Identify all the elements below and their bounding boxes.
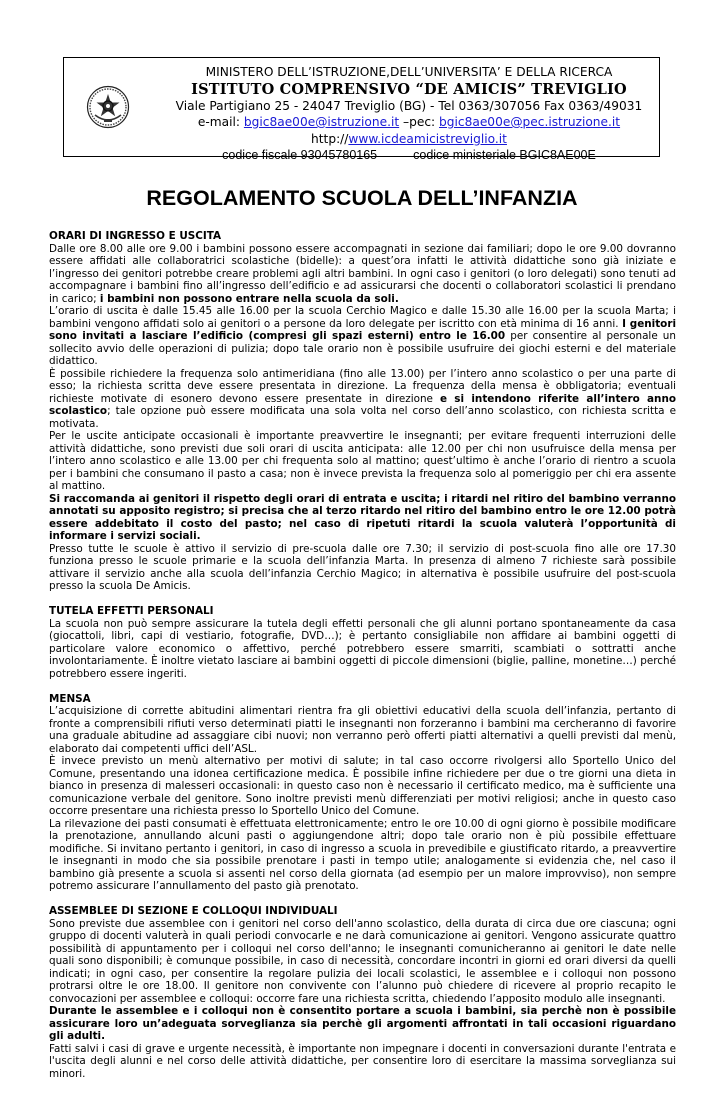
paragraph: Sono previste due assemblee con i genitori nel corso dell'anno scolastico, della durata di circa due ore ciascuna; ogni gruppo di docenti valuterà in quali periodi convocarle e ne darà comunicazione ai genitori. Vengono assicurate quattro possibilità di appuntamento per i colloqui nel corso dell'anno; le insegnanti comunicheranno ai genitori le date nelle quali sono disponibili; è comunque possibile, in caso di necessità, concordare incontri in giorni ed orari diversi da quelli indicati; in ogni caso, per consentire la regolare pulizia dei locali scolastici, le assemblee e i colloqui non possono protrarsi oltre le ore 18.00. Il genitore non convivente con l’alunno può chiedere di ricevere al proprio recapito le convocazioni per assemblee e colloqui: occorre fare una richiesta scritta, chiedendo l’apposito modulo alle insegnanti. [49,917,676,1005]
paragraph: Per le uscite anticipate occasionali è importante preavvertire le insegnanti; per evitare frequenti interruzioni delle attività didattiche, sono previsti due soli orari di uscita anticipata: alle 12.00 per chi non usufruisce della mensa per l’intero anno scolastico e alle 13.00 per chi frequenta solo al mattino; quest’ultimo è anche l’orario di rientro a scuola per i bambini che consumano il pasto a casa; non è invece prevista la frequenza solo al pomeriggio per chi era assente al mattino. [49,430,676,492]
section-heading: ORARI DI INGRESSO E USCITA [49,230,222,242]
email-line [160,114,658,131]
pec-link[interactable]: bgic8ae00e@pec.istruzione.it [439,115,621,129]
section-mensa [49,693,676,893]
paragraph-bold-text: I genitori sono invitati a lasciare l’edificio (compresi gli spazi esterni) entro le 16.00 [49,317,677,342]
paragraph: Presso tutte le scuole è attivo il servizio di pre-scuola dalle ore 7.30; il servizio di post-scuola fino alle ore 17.30 funziona presso le scuole primarie e la scuola dell’infanzia Marta. In presenza di almeno 7 richieste sarà possibile attivare il servizio anche alla scuola dell’infanzia Cerchio Magico; in alternativa è possibile usufruire del post-scuola presso la scuola De Amicis. [49,542,676,592]
section-orari [49,230,676,593]
paragraph-bold-text: i bambini non possono entrare nella scuola da soli. [99,292,399,305]
website-line [160,131,658,148]
paragraph-text: L’orario di uscita è dalle 15.45 alle 16.00 per la scuola Cerchio Magico e dalle 15.30 alle 16.00 per la scuola Marta; i bambini vengono affidati solo ai genitori o a persone da loro delegate per iscritto con età minima di 16 anni. [49,305,676,330]
italian-republic-emblem [86,85,130,129]
section-assemblee [49,905,676,1080]
codes-line [160,147,658,163]
paragraph [49,368,676,431]
section-heading: TUTELA EFFETTI PERSONALI [49,605,214,617]
email-link[interactable]: bgic8ae00e@istruzione.it [243,115,400,129]
paragraph [49,243,676,306]
paragraph-text: È possibile richiedere la frequenza solo antimeridiana (fino alle 13.00) per l’intero anno scolastico o per una parte di esso; la richiesta scritta deve essere presentata in direzione. La frequenza della mensa è obbligatoria; eventuali richieste motivate di esonero devono essere presentate in direzione [49,367,676,405]
pec-label: –pec: [399,115,440,129]
letterhead [63,57,660,162]
paragraph-bold-text: Durante le assemblee e i colloqui non è consentito portare a scuola i bambini, sia perchè non è possibile assicurare loro un’adeguata sorveglianza sia perchè gli argomenti affrontati in tali occasioni riguardano gli adulti. [49,1005,676,1042]
document-title: REGOLAMENTO SCUOLA DELL’INFANZIA [146,186,578,210]
ministry-code: codice ministeriale BGIC8AE00E [413,148,596,162]
email-label: e-mail: [197,115,244,129]
section-tutela [49,605,676,680]
letterhead-text [160,64,658,163]
paragraph-bold-text: Si raccomanda ai genitori il rispetto degli orari di entrata e uscita; i ritardi nel ritiro del bambino verranno annotati su apposito registro; si precisa che al terzo ritardo nel ritiro del bambino entro le ore 12.00 potrà essere addebitato il costo del pasto; nel caso di ripetuti ritardi la scuola valuterà l’opportunità di informare i servizi sociali. [49,492,676,542]
paragraph-text: Dalle ore 8.00 alle ore 9.00 i bambini possono essere accompagnati in sezione dai familiari; dopo le ore 9.00 dovranno essere affidati alle collaboratrici scolastiche (bidelle): a quest’ora infatti le attività didattiche sono già iniziate e l’ingresso dei genitori potrebbe creare problemi agli altri bambini. In ogni caso i genitori (o loro delegati) sono tenuti ad accompagnare i bambini fino all’ingresso dell’edificio e ad assicurarsi che docenti o collaboratori scolastici li prendano in carico; [49,242,676,305]
paragraph: Fatti salvi i casi di grave e urgente necessità, è importante non impegnare i docenti in conversazioni durante l'entrata e l'uscita degli alunni e nel corso delle attività didattiche, per consentire loro di esercitare la massima sorveglianza sui minori. [49,1042,676,1080]
paragraph-text: per consentire al personale un sollecito avvio delle operazioni di pulizia; dopo tale orario non è possibile usufruire dei giochi esterni e del materiale didattico. [49,330,676,367]
paragraph: L’acquisizione di corrette abitudini alimentari rientra fra gli obiettivi educativi della scuola dell’infanzia, pertanto di fronte a comprensibili rifiuti verso determinati piatti le insegnanti non forzeranno i bambini ma cercheranno di favorire una graduale abitudine ad assaggiare cibi nuovi; non verranno però offerti piatti alternativi a quelli previsti dal menù, elaborato dai competenti uffici dell’ASL. [49,705,676,755]
paragraph [49,305,676,368]
paragraph-bold-text: e si intendono riferite all’intero anno scolastico [49,392,676,417]
regulation-body [49,230,676,1093]
section-heading: MENSA [49,692,91,705]
paragraph: La rilevazione dei pasti consumati è effettuata elettronicamente; entro le ore 10.00 di ogni giorno è possibile modificare la prenotazione, annullando alcuni pasti o aggiungendone altri; dopo tale orario non è più possibile effettuare modifiche. Si invitano pertanto i genitori, in caso di ingresso a scuola in prevedibile e giustificato ritardo, a preavvertire le insegnanti in modo che sia possibile prenotare i pasti in tempo utile; analogamente si evidenzia che, nel caso il bambino già presente a scuola si assenti nel corso della giornata (ad esempio per un malore improvviso), non sempre potremo assicurare l’annullamento del pasto già prenotato. [49,817,676,892]
website-label: http:// [311,131,349,146]
school-address: Viale Partigiano 25 - 24047 Treviglio (BG) - Tel 0363/307056 Fax 0363/49031 [175,98,643,113]
ministry-name: MINISTERO DELL’ISTRUZIONE,DELL’UNIVERSITA’ E DELLA RICERCA [205,65,613,79]
website-link[interactable]: www.icdeamicistreviglio.it [348,131,507,146]
paragraph-text: ; tale opzione può essere modificata una sola volta nel corso dell’anno scolastico, con richiesta scritta e motivata. [49,405,676,430]
paragraph: È invece previsto un menù alternativo per motivi di salute; in tal caso occorre rivolgersi allo Sportello Unico del Comune, presentando una idonea certificazione medica. È possibile infine richiedere per due o tre giorni una dieta in bianco in presenza di malesseri occasionali: in questo caso non è necessario il certificato medico, ma è sufficiente una comunicazione verbale del genitore. Sono inoltre previsti menù differenziati per motivi religiosi; anche in questo caso occorre presentare una richiesta presso lo Sportello Unico del Comune. [49,755,676,817]
paragraph: La scuola non può sempre assicurare la tutela degli effetti personali che gli alunni portano spontaneamente da casa (giocattoli, libri, capi di vestiario, fotografie, DVD…); è pertanto consigliabile non affidare ai bambini oggetti di particolare valore economico o affettivo, perché potrebbero essere smarriti, scambiati o sottratti anche involontariamente. È inoltre vietato lasciare ai bambini oggetti di piccole dimensioni (biglie, palline, monetine…) perché potrebbero essere ingeriti. [49,617,676,680]
school-name: ISTITUTO COMPRENSIVO “DE AMICIS” TREVIGLIO [191,80,627,98]
paragraph-bold [49,493,676,543]
fiscal-code: codice fiscale 93045780165 [222,148,378,162]
section-heading: ASSEMBLEE DI SEZIONE E COLLOQUI INDIVIDUALI [49,905,338,917]
